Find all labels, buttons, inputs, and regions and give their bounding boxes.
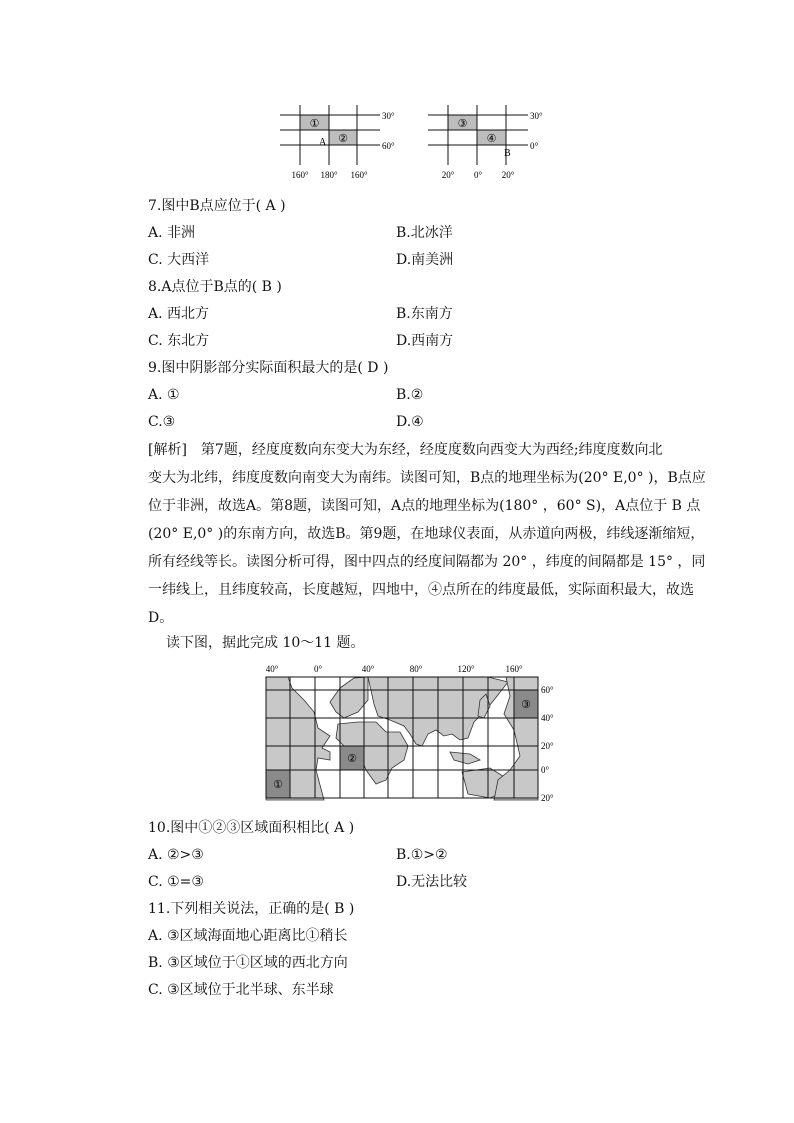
left-lat-top: 30°	[382, 111, 395, 121]
left-grid	[280, 105, 380, 165]
q10-option-b[interactable]: B.①>②	[396, 847, 448, 863]
analysis-line-4: (20° E,0° )的东南方向，故选B。第9题，在地球仪表面，从赤道向两极，纬线逐渐缩短，	[148, 526, 705, 542]
q8-option-d[interactable]: D.西南方	[396, 333, 454, 349]
map-lon-label-6: 160°	[505, 664, 523, 674]
q11-option-c[interactable]: C. ③区域位于北半球、东半球	[148, 982, 334, 998]
map-intro: 读下图，据此完成 10～11 题。	[166, 635, 365, 651]
analysis-line-1: [解析] 第7题，经度度数向东变大为东经，经度度数向西变大为西经;纬度度数向北	[148, 442, 663, 458]
point-b-label: B	[504, 148, 511, 159]
map-lat-label-3: 20°	[541, 741, 554, 751]
map-lon-label-5: 120°	[457, 664, 475, 674]
map-region-1-label: ①	[273, 779, 283, 791]
q10-option-d[interactable]: D.无法比较	[396, 874, 468, 890]
analysis-line-5: 所有经线等长。读图分析可得，图中四点的经度间隔都为 20° ，纬度的间隔都是 15° ，同	[148, 554, 706, 570]
region-2-label: ②	[338, 133, 348, 145]
analysis-line-3: 位于非洲，故选A。第8题，读图可知，A点的地理坐标为(180° ，60° S)，A点位于 B 点	[148, 498, 701, 514]
map-region-3-label: ③	[521, 699, 531, 711]
map-lat-label-1: 60°	[541, 685, 554, 695]
analysis-block	[148, 436, 706, 632]
q11-stem: 11.下列相关说法，正确的是( B )	[148, 901, 355, 917]
map-lat-label-4: 0°	[541, 765, 550, 775]
q9-option-a[interactable]: A. ①	[148, 387, 180, 403]
europe-land	[330, 677, 368, 718]
map-lon-label-3: 40°	[361, 664, 375, 674]
q9-option-d[interactable]: D.④	[396, 414, 424, 430]
right-lat-bottom: 0°	[530, 141, 539, 151]
land-masses	[266, 677, 538, 800]
q10-option-c[interactable]: C. ①=③	[148, 874, 204, 890]
q8-option-b[interactable]: B.东南方	[396, 306, 453, 322]
map-region-2-label: ②	[347, 753, 357, 765]
q7-option-a[interactable]: A. 非洲	[148, 225, 196, 241]
analysis-line-6: 一纬线上，且纬度较高，长度越短，四地中，④点所在的纬度最低，实际面积最大，故选	[148, 582, 694, 598]
right-grid	[428, 105, 528, 165]
left-lon-label-3: 160°	[350, 170, 368, 180]
region-4-label: ④	[486, 133, 497, 145]
q8-option-c[interactable]: C. 东北方	[148, 333, 210, 349]
left-lon-label-1: 160°	[291, 170, 309, 180]
analysis-line-2: 变大为北纬，纬度度数向南变大为南纬。读图可知，B点的地理坐标为(20° E,0° )，B点应	[148, 470, 706, 486]
q7-option-c[interactable]: C. 大西洋	[148, 252, 210, 268]
right-lon-label-3: 20°	[501, 170, 515, 180]
q7-stem: 7.图中B点应位于( A )	[148, 198, 286, 214]
q11-option-b[interactable]: B. ③区域位于①区域的西北方向	[148, 955, 348, 971]
grid-figure	[270, 100, 560, 185]
right-lon-label-1: 20°	[441, 170, 455, 180]
map-lon-label-4: 80°	[409, 664, 423, 674]
world-map	[258, 660, 568, 805]
map-lon-label-2: 0°	[313, 664, 323, 674]
q7-option-d[interactable]: D.南美洲	[396, 252, 454, 268]
indonesia-land	[450, 752, 480, 764]
left-lon-label-2: 180°	[320, 170, 338, 180]
q8-option-a[interactable]: A. 西北方	[148, 306, 210, 322]
right-lat-top: 30°	[530, 111, 543, 121]
map-lon-label-1: 40°	[265, 664, 279, 674]
q8-stem: 8.A点位于B点的( B )	[148, 279, 282, 295]
left-lat-bottom: 60°	[382, 141, 395, 151]
region-1-label: ①	[309, 118, 320, 130]
map-lat-label-5: 20°	[541, 793, 554, 803]
region-3-label: ③	[457, 118, 468, 130]
right-lon-label-2: 0°	[473, 170, 483, 180]
q7-option-b[interactable]: B.北冰洋	[396, 225, 453, 241]
q11-option-a[interactable]: A. ③区域海面地心距离比①稍长	[148, 928, 348, 944]
analysis-line-7: D。	[148, 610, 174, 626]
map-lat-label-2: 40°	[541, 713, 554, 723]
q9-option-c[interactable]: C.③	[148, 414, 176, 430]
q10-option-a[interactable]: A. ②>③	[148, 847, 204, 863]
q9-option-b[interactable]: B.②	[396, 387, 424, 403]
q9-stem: 9.图中阴影部分实际面积最大的是( D )	[148, 360, 389, 376]
point-a-label: A	[319, 137, 327, 148]
q10-stem: 10.图中①②③区域面积相比( A )	[148, 820, 355, 836]
